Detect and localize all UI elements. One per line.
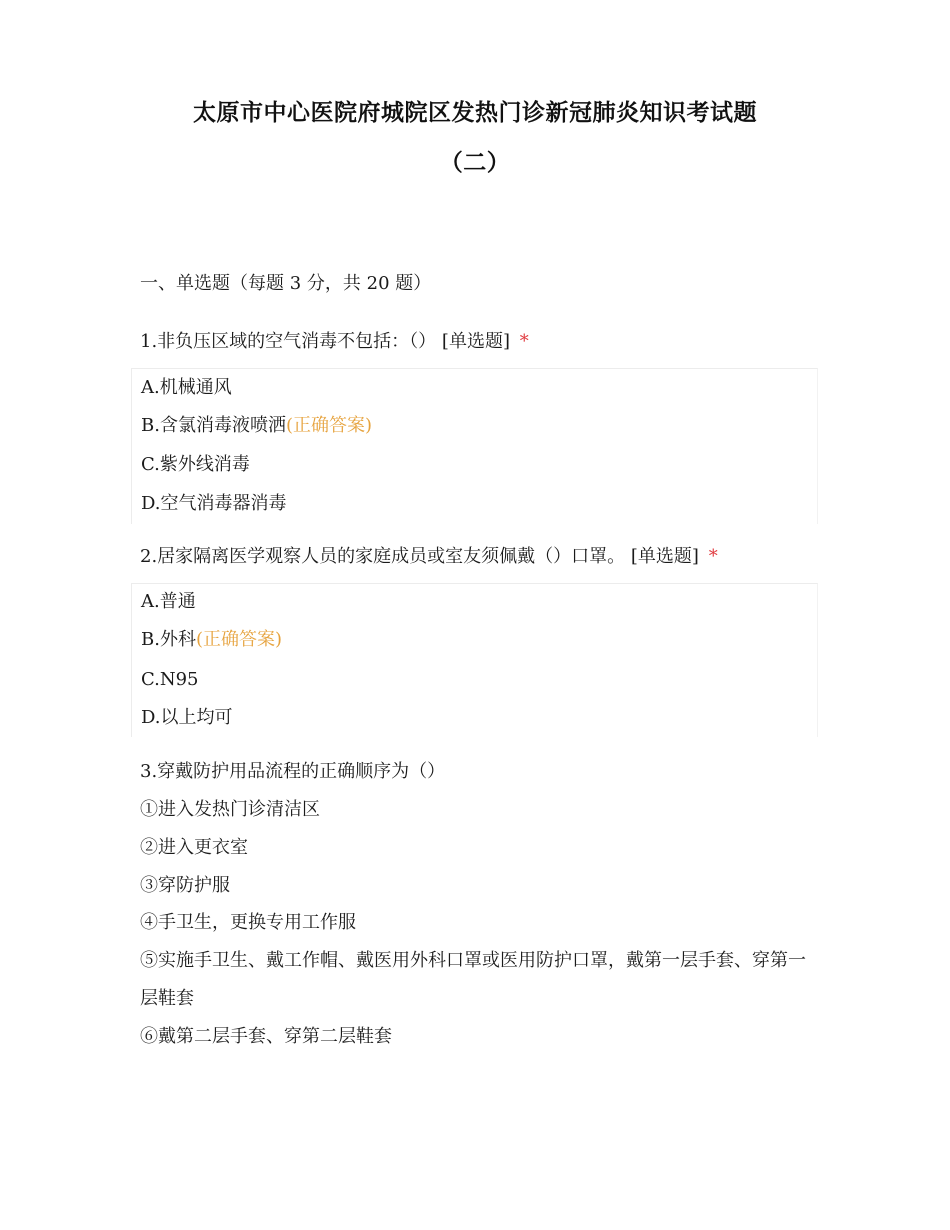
section-header: 一、单选题（每题 3 分，共 20 题） (140, 273, 432, 294)
step-4: ④手卫生，更换专用工作服 (140, 912, 356, 933)
step-5: ⑤实施手卫生、戴工作帽、戴医用外科口罩或医用防护口罩，戴第一层手套、穿第一层鞋套 (140, 950, 806, 1009)
required-mark: * (519, 331, 529, 352)
option-label: D.以上均可 (141, 707, 233, 728)
document-subtitle: （二） (439, 150, 511, 176)
question-2-options (131, 583, 818, 737)
question-1-options (131, 368, 818, 524)
option-label: A.机械通风 (141, 377, 232, 398)
option-label: B.含氯消毒液喷洒 (141, 415, 286, 436)
question-2-title (140, 545, 718, 569)
question-type: [单选题] (630, 546, 699, 567)
option-label: C.紫外线消毒 (141, 454, 250, 475)
option-label: D.空气消毒器消毒 (141, 493, 287, 514)
question-3-title (140, 760, 445, 784)
option-b[interactable] (141, 414, 372, 438)
option-d[interactable] (141, 706, 233, 730)
option-label: A.普通 (141, 591, 196, 612)
option-d[interactable] (141, 492, 287, 516)
option-c[interactable] (141, 668, 199, 692)
option-label: B.外科 (141, 629, 196, 650)
option-b[interactable] (141, 628, 282, 652)
step-2: ②进入更衣室 (140, 837, 248, 858)
option-a[interactable] (141, 376, 232, 400)
option-c[interactable] (141, 453, 250, 477)
question-1-title (140, 330, 529, 354)
option-a[interactable] (141, 590, 196, 614)
correct-answer-tag: (正确答案) (195, 629, 282, 650)
question-text: 1.非负压区域的空气消毒不包括：（） (140, 331, 437, 352)
document-title: 太原市中心医院府城院区发热门诊新冠肺炎知识考试题 (193, 100, 757, 126)
step-1: ①进入发热门诊清洁区 (140, 799, 320, 820)
question-text: 2.居家隔离医学观察人员的家庭成员或室友须佩戴（）口罩。 (140, 546, 626, 567)
question-type: [单选题] (441, 331, 510, 352)
required-mark: * (708, 546, 718, 567)
correct-answer-tag: (正确答案) (285, 415, 372, 436)
step-3: ③穿防护服 (140, 875, 230, 896)
option-label: C.N95 (141, 669, 199, 690)
question-text: 3.穿戴防护用品流程的正确顺序为（） (140, 761, 446, 782)
step-6: ⑥戴第二层手套、穿第二层鞋套 (140, 1026, 392, 1047)
